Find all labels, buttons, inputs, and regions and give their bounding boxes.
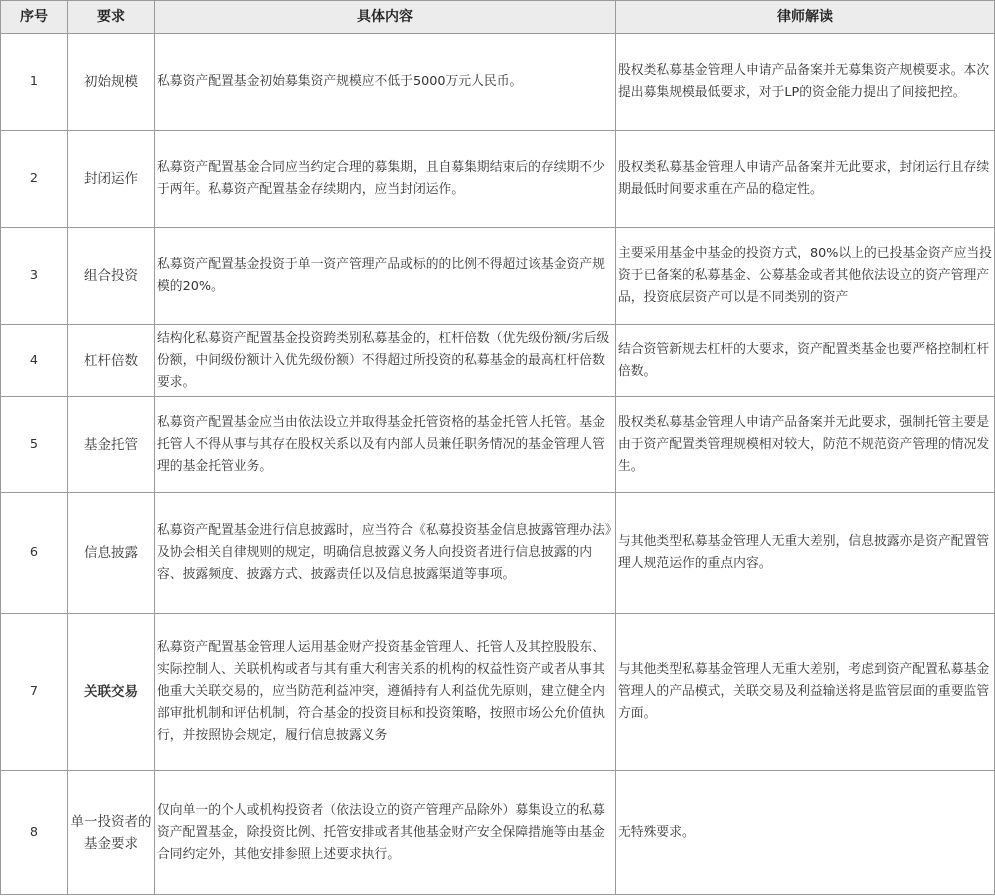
row-num: 8 xyxy=(1,771,68,895)
row-requirement: 信息披露 xyxy=(68,493,155,614)
row-requirement: 初始规模 xyxy=(68,34,155,131)
row-lawyer-note: 结合资管新规去杠杆的大要求，资产配置类基金也要严格控制杠杆倍数。 xyxy=(616,325,995,397)
row-requirement: 基金托管 xyxy=(68,397,155,493)
row-num: 1 xyxy=(1,34,68,131)
row-requirement: 单一投资者的基金要求 xyxy=(68,771,155,895)
row-requirement: 组合投资 xyxy=(68,228,155,325)
header-content: 具体内容 xyxy=(155,1,616,34)
row-lawyer-note: 与其他类型私募基金管理人无重大差别，信息披露亦是资产配置管理人规范运作的重点内容。 xyxy=(616,493,995,614)
table-row xyxy=(1,771,995,895)
row-requirement: 封闭运作 xyxy=(68,131,155,228)
row-num: 3 xyxy=(1,228,68,325)
table-header-row xyxy=(1,1,995,34)
row-num: 2 xyxy=(1,131,68,228)
row-lawyer-note: 股权类私募基金管理人申请产品备案并无此要求，封闭运行且存续期最低时间要求重在产品的稳定性。 xyxy=(616,131,995,228)
row-content: 私募资产配置基金应当由依法设立并取得基金托管资格的基金托管人托管。基金托管人不得从事与其存在股权关系以及有内部人员兼任职务情况的基金管理人管理的基金托管业务。 xyxy=(155,397,616,493)
row-num: 7 xyxy=(1,614,68,771)
header-requirement: 要求 xyxy=(68,1,155,34)
header-num: 序号 xyxy=(1,1,68,34)
table-row xyxy=(1,34,995,131)
table-row xyxy=(1,614,995,771)
row-lawyer-note: 主要采用基金中基金的投资方式，80%以上的已投基金资产应当投资于已备案的私募基金、公募基金或者其他依法设立的资产管理产品，投资底层资产可以是不同类别的资产 xyxy=(616,228,995,325)
table-row xyxy=(1,228,995,325)
row-num: 5 xyxy=(1,397,68,493)
row-requirement: 杠杆倍数 xyxy=(68,325,155,397)
header-lawyer-note: 律师解读 xyxy=(616,1,995,34)
table-row xyxy=(1,325,995,397)
row-content: 仅向单一的个人或机构投资者（依法设立的资产管理产品除外）募集设立的私募资产配置基金，除投资比例、托管安排或者其他基金财产安全保障措施等由基金合同约定外，其他安排参照上述要求执行。 xyxy=(155,771,616,895)
table-row xyxy=(1,131,995,228)
row-lawyer-note: 无特殊要求。 xyxy=(616,771,995,895)
row-lawyer-note: 股权类私募基金管理人申请产品备案并无募集资产规模要求。本次提出募集规模最低要求，对于LP的资金能力提出了间接把控。 xyxy=(616,34,995,131)
row-num: 4 xyxy=(1,325,68,397)
row-lawyer-note: 股权类私募基金管理人申请产品备案并无此要求，强制托管主要是由于资产配置类管理规模相对较大，防范不规范资产管理的情况发生。 xyxy=(616,397,995,493)
row-requirement: 关联交易 xyxy=(68,614,155,771)
table-row xyxy=(1,493,995,614)
row-content: 结构化私募资产配置基金投资跨类别私募基金的，杠杆倍数（优先级份额/劣后级份额，中间级份额计入优先级份额）不得超过所投资的私募基金的最高杠杆倍数要求。 xyxy=(155,325,616,397)
row-content: 私募资产配置基金进行信息披露时，应当符合《私募投资基金信息披露管理办法》及协会相关自律规则的规定，明确信息披露义务人向投资者进行信息披露的内容、披露频度、披露方式、披露责任以及信息披露渠道等事项。 xyxy=(155,493,616,614)
row-lawyer-note: 与其他类型私募基金管理人无重大差别，考虑到资产配置私募基金管理人的产品模式，关联交易及利益输送将是监管层面的重要监管方面。 xyxy=(616,614,995,771)
row-content: 私募资产配置基金合同应当约定合理的募集期，且自募集期结束后的存续期不少于两年。私募资产配置基金存续期内，应当封闭运作。 xyxy=(155,131,616,228)
table-row xyxy=(1,397,995,493)
row-content: 私募资产配置基金管理人运用基金财产投资基金管理人、托管人及其控股股东、实际控制人、关联机构或者与其有重大利害关系的机构的权益性资产或者从事其他重大关联交易的，应当防范利益冲突，遵循持有人利益优先原则，建立健全内部审批机制和评估机制，符合基金的投资目标和投资策略，按照市场公允价值执行，并按照协会规定，履行信息披露义务 xyxy=(155,614,616,771)
row-content: 私募资产配置基金投资于单一资产管理产品或标的的比例不得超过该基金资产规模的20%。 xyxy=(155,228,616,325)
row-num: 6 xyxy=(1,493,68,614)
row-content: 私募资产配置基金初始募集资产规模应不低于5000万元人民币。 xyxy=(155,34,616,131)
